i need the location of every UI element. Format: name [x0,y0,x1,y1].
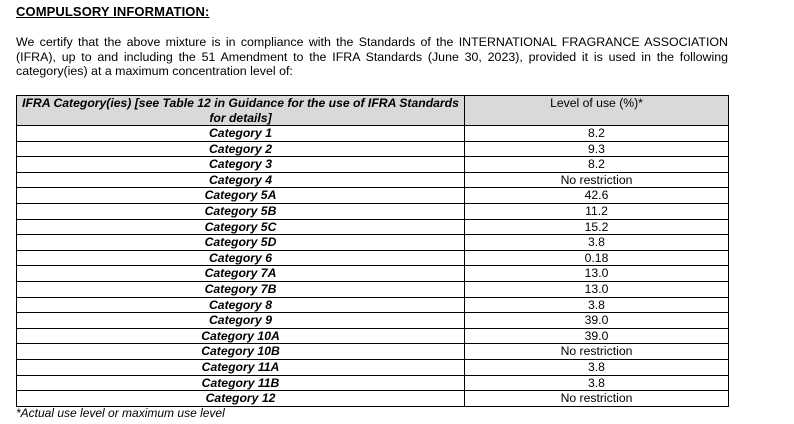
table-row [17,344,729,360]
category-cell: Category 11A [17,359,465,375]
level-cell: 11.2 [465,203,729,219]
level-cell: 3.8 [465,359,729,375]
category-cell: Category 7B [17,281,465,297]
level-cell: 9.3 [465,141,729,157]
footnote: *Actual use level or maximum use level [16,406,225,420]
category-cell: Category 9 [17,313,465,329]
level-cell: 8.2 [465,126,729,142]
category-cell: Category 10B [17,344,465,360]
level-cell: No restriction [465,344,729,360]
table-row [17,188,729,204]
category-cell: Category 7A [17,266,465,282]
table-header-row [17,96,729,126]
level-cell: 15.2 [465,219,729,235]
level-cell: 39.0 [465,313,729,329]
category-cell: Category 1 [17,126,465,142]
category-cell: Category 2 [17,141,465,157]
table-row [17,203,729,219]
level-cell: 39.0 [465,328,729,344]
table-row [17,250,729,266]
level-cell: 3.8 [465,297,729,313]
category-cell: Category 11B [17,375,465,391]
table-row [17,157,729,173]
level-cell: 3.8 [465,235,729,251]
level-cell: 42.6 [465,188,729,204]
level-cell: 3.8 [465,375,729,391]
table-row [17,359,729,375]
table-row [17,391,729,407]
level-cell: 0.18 [465,250,729,266]
header-category: IFRA Category(ies) [see Table 12 in Guidance for the use of IFRA Standards for details] [17,96,465,126]
level-cell: No restriction [465,391,729,407]
table-row [17,219,729,235]
table-body [17,126,729,407]
header-level-of-use: Level of use (%)* [465,96,729,126]
category-cell: Category 8 [17,297,465,313]
category-cell: Category 6 [17,250,465,266]
table-row [17,313,729,329]
category-cell: Category 5D [17,235,465,251]
category-cell: Category 4 [17,172,465,188]
table-row [17,281,729,297]
table-row [17,172,729,188]
table-row [17,328,729,344]
level-cell: 8.2 [465,157,729,173]
ifra-category-table [16,95,729,407]
table-row [17,235,729,251]
category-cell: Category 5B [17,203,465,219]
category-cell: Category 10A [17,328,465,344]
level-cell: 13.0 [465,266,729,282]
section-heading: COMPULSORY INFORMATION: [16,4,210,19]
category-cell: Category 5A [17,188,465,204]
level-cell: 13.0 [465,281,729,297]
category-cell: Category 12 [17,391,465,407]
table-row [17,375,729,391]
category-cell: Category 5C [17,219,465,235]
level-cell: No restriction [465,172,729,188]
table-row [17,297,729,313]
table-row [17,141,729,157]
category-cell: Category 3 [17,157,465,173]
table-row [17,126,729,142]
compliance-statement: We certify that the above mixture is in compliance with the Standards of the INTERNATIONAL FRAGRANCE ASSOCIATION (IFRA), up to and including the 51 Amendment to the IFRA Standards (June 30, 2023), provided it is used in the following category(ies) at a maximum concentration level of: [16,35,728,78]
table-row [17,266,729,282]
